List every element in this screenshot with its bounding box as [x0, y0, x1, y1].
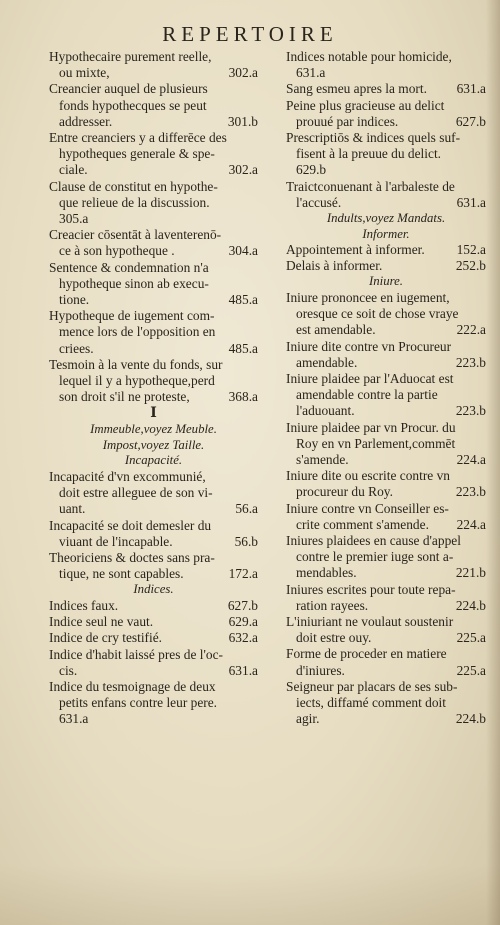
entry-line: ou mixte, 302.a [59, 65, 258, 81]
index-entry [286, 179, 486, 211]
entry-line: Iniure dite contre vn Procureur [286, 338, 452, 354]
page-reference: 56.a [235, 501, 258, 517]
index-entry [286, 533, 486, 582]
entry-line: crite comment s'amende. 224.a [296, 516, 486, 532]
entry-line: Indice du tesmoignage de deux [49, 678, 216, 694]
entry-line: Indices notable pour homicide, [286, 49, 452, 64]
index-entry [286, 582, 486, 614]
entry-line: viuant de l'incapable. 56.b [59, 533, 258, 549]
index-entry [49, 179, 258, 228]
entry-line: Iniure contre vn Conseiller es- [286, 500, 449, 516]
index-entry [49, 550, 258, 582]
entry-line: Creancier auquel de plusieurs [49, 81, 208, 97]
page-reference: 223.b [455, 403, 486, 419]
entry-line: 631.a [59, 711, 89, 727]
right-column [286, 49, 486, 727]
page-reference: 627.b [227, 597, 258, 613]
entry-line: Forme de proceder en matiere [286, 646, 447, 662]
page-reference: 224.b [455, 711, 486, 727]
page-reference: 632.a [228, 630, 258, 646]
index-entry [286, 130, 486, 179]
index-entry [286, 420, 486, 469]
page-reference: 224.a [456, 451, 486, 467]
entry-line: criees. 485.a [59, 340, 258, 356]
entry-line: Appointement à informer. 152.a [286, 242, 486, 258]
index-entry [286, 614, 486, 646]
page-reference: 301.b [227, 113, 258, 129]
index-entry [49, 308, 258, 357]
entry-line: oresque ce soit de chose vraye [296, 306, 459, 322]
entry-line: son droit s'il ne proteste, 368.a [59, 389, 258, 405]
entry-line: agir. 224.b [296, 711, 486, 727]
entry-line: L'iniuriant ne voulaut soustenir [286, 614, 454, 629]
index-entry [49, 598, 258, 614]
index-entry [49, 49, 258, 81]
entry-line: 629.b [296, 162, 327, 178]
index-entry [49, 260, 258, 309]
index-entry [286, 339, 486, 371]
page-reference: 223.b [455, 484, 486, 500]
index-entry [286, 49, 486, 81]
entry-line: que relieue de la discussion. [59, 194, 210, 210]
page-reference: 221.b [455, 565, 486, 581]
entry-line: Tesmoin à la vente du fonds, sur [49, 356, 223, 372]
index-entry [286, 679, 486, 728]
index-entry [49, 518, 258, 550]
section-heading: Impost,voyez Taille. [102, 437, 205, 452]
section-heading: Indices. [133, 582, 174, 597]
index-entry [49, 357, 258, 406]
entry-line: Iniure prononcee en iugement, [286, 289, 450, 305]
index-entry [49, 130, 258, 179]
entry-line: contre le premier iuge sont a- [296, 549, 454, 565]
index-entry [286, 98, 486, 130]
page-reference: 302.a [228, 65, 258, 81]
entry-line: amendable. 223.b [296, 354, 486, 370]
entry-line: l'accusé. 631.a [296, 194, 486, 210]
entry-line: Hypotheque de iugement com- [49, 308, 215, 324]
entry-line: Incapacité se doit demesler du [49, 517, 212, 533]
entry-line: 305.a [59, 211, 89, 227]
section-heading: Incapacité. [124, 453, 183, 468]
page-reference: 225.a [456, 630, 486, 646]
alphabet-letter: I [150, 405, 157, 422]
entry-line: ration rayees. 224.b [296, 597, 486, 613]
entry-line: d'iniures. 225.a [296, 662, 486, 678]
entry-line: Traictconuenant à l'arbaleste de [286, 178, 455, 194]
entry-line: doit estre ouy. 225.a [296, 630, 486, 646]
entry-line: doit estre alleguee de son vi- [59, 485, 213, 501]
entry-line: Seigneur par placars de ses sub- [286, 678, 458, 694]
index-entry [286, 242, 486, 258]
entry-line: hypotheque sinon ab execu- [59, 275, 209, 291]
page-reference: 485.a [228, 340, 258, 356]
index-entry [286, 468, 486, 500]
entry-line: Theoriciens & doctes sans pra- [49, 549, 215, 565]
index-entry [49, 647, 258, 679]
entry-line: Sentence & condemnation n'a [49, 259, 209, 275]
page-reference: 631.a [456, 81, 486, 97]
entry-line: tique, ne sont capables. 172.a [59, 566, 258, 582]
left-column [49, 49, 258, 728]
section-heading: Iniure. [369, 274, 403, 289]
page-reference: 225.a [456, 662, 486, 678]
index-entry [286, 646, 486, 678]
entry-line: ciale. 302.a [59, 162, 258, 178]
entry-line: fonds hypothecques se peut [59, 97, 207, 113]
page-reference: 485.a [228, 292, 258, 308]
entry-line: amendable contre la partie [296, 387, 438, 403]
entry-line: procureur du Roy. 223.b [296, 484, 486, 500]
index-entry [49, 81, 258, 130]
entry-line: Iniure plaidee par l'Aduocat est [286, 370, 454, 386]
entry-line: Indice de cry testifié. 632.a [49, 630, 258, 646]
page-reference: 304.a [228, 243, 258, 259]
entry-line: s'amende. 224.a [296, 451, 486, 467]
page-reference: 224.b [455, 597, 486, 613]
entry-line: Roy en vn Parlement,commēt [296, 435, 456, 451]
page-reference: 222.a [456, 322, 486, 338]
entry-line: mendables. 221.b [296, 565, 486, 581]
page-reference: 223.b [455, 354, 486, 370]
entry-line: Iniures plaidees en cause d'appel [286, 532, 461, 548]
entry-line: Iniure dite ou escrite contre vn [286, 468, 450, 484]
section-heading: Informer. [362, 226, 410, 241]
entry-line: Prescriptiōs & indices quels suf- [286, 130, 461, 146]
entry-line: Indices faux. 627.b [49, 597, 258, 613]
index-entry [286, 371, 486, 420]
index-entry [286, 81, 486, 97]
entry-line: Sang esmeu apres la mort. 631.a [286, 81, 486, 97]
page-reference: 302.a [228, 162, 258, 178]
section-heading: Immeuble,voyez Meuble. [90, 422, 217, 437]
entry-line: est amendable. 222.a [296, 322, 486, 338]
page-reference: 631.a [228, 662, 258, 678]
entry-line: tione. 485.a [59, 292, 258, 308]
index-entry [49, 614, 258, 630]
entry-line: petits enfans contre leur pere. [59, 695, 218, 711]
index-entry [49, 679, 258, 728]
page-reference: 368.a [228, 389, 258, 405]
entry-line: Clause de constitut en hypothe- [49, 178, 218, 194]
page-reference: 627.b [455, 113, 486, 129]
entry-line: Indice d'habit laissé pres de l'oc- [49, 646, 224, 662]
page-fold-shadow [486, 0, 500, 925]
index-entry [286, 258, 486, 274]
page-reference: 252.b [455, 258, 486, 274]
page-reference: 56.b [234, 533, 258, 549]
entry-line: lequel il y a hypotheque,perd [59, 373, 215, 389]
page-reference: 152.a [456, 242, 486, 258]
entry-line: Iniure plaidee par vn Procur. du [286, 419, 456, 435]
entry-line: iects, diffamé comment doit [296, 695, 446, 711]
section-heading: Indults,voyez Mandats. [326, 211, 446, 226]
page-reference: 631.a [456, 194, 486, 210]
entry-line: mence lors de l'opposition en [59, 324, 216, 340]
page-reference: 629.a [228, 614, 258, 630]
index-entry [49, 630, 258, 646]
entry-line: ce à son hypotheque . 304.a [59, 243, 258, 259]
entry-line: hypotheques generale & spe- [59, 146, 215, 162]
entry-line: Entre creanciers y a differēce des [49, 130, 227, 146]
entry-line: Delais à informer. 252.b [286, 258, 486, 274]
page-reference: 224.a [456, 516, 486, 532]
running-head: REPERTOIRE [162, 22, 338, 46]
index-entry [286, 501, 486, 533]
entry-line: Indice seul ne vaut. 629.a [49, 614, 258, 630]
entry-line: fisent à la preuue du delict. [296, 146, 442, 162]
entry-line: uant. 56.a [59, 501, 258, 517]
entry-line: cis. 631.a [59, 662, 258, 678]
index-entry [49, 227, 258, 259]
entry-line: 631.a [296, 65, 326, 81]
entry-line: Peine plus gracieuse au delict [286, 97, 445, 113]
entry-line: Incapacité d'vn excommunié, [49, 468, 206, 484]
page-bottom-shade [0, 865, 500, 925]
entry-line: prouué par indices. 627.b [296, 113, 486, 129]
entry-line: addresser. 301.b [59, 113, 258, 129]
entry-line: l'aduouant. 223.b [296, 403, 486, 419]
index-entry [286, 290, 486, 339]
entry-line: Creacier cōsentāt à laventerenō- [49, 227, 222, 243]
entry-line: Iniures escrites pour toute repa- [286, 581, 456, 597]
page-reference: 172.a [228, 566, 258, 582]
entry-line: Hypothecaire purement reelle, [49, 49, 212, 64]
index-entry [49, 469, 258, 518]
